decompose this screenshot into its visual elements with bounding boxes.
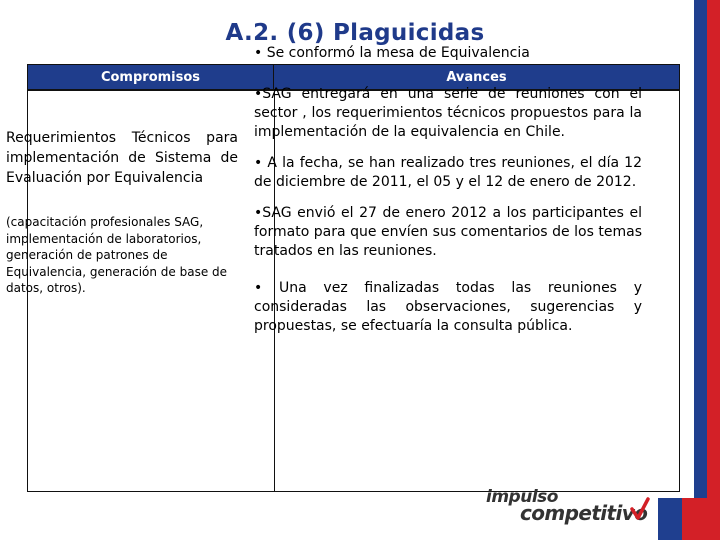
flag-corner xyxy=(650,498,720,540)
compromiso-main-text: Requerimientos Técnicos para implementación de Sistema de Evaluación por Equivalencia xyxy=(6,130,238,186)
avance-item: •SAG entregará en una serie de reuniones con el sector , los requerimientos técnicos propuestos para la implementación de la equivalencia en Chile. xyxy=(254,86,642,140)
compromiso-detail-text: (capacitación profesionales SAG, implementación de laboratorios, generación de patrones de Equivalencia, generación de base de datos, otros). xyxy=(6,215,228,295)
header-compromisos: Compromisos xyxy=(28,65,274,89)
avance-item: •SAG envió el 27 de enero 2012 a los participantes el formato para que envíen sus comentarios de los temas tratados en las reuniones. xyxy=(254,205,642,259)
avances-cell xyxy=(254,44,642,336)
checkmark-icon xyxy=(630,497,650,521)
logo-line-2: competitivo xyxy=(520,501,648,525)
logo-line-1: impulso xyxy=(486,487,558,507)
flag-stripes xyxy=(694,0,720,540)
header-avances: Avances xyxy=(274,65,679,89)
avance-item: • Una vez finalizadas todas las reuniones y consideradas las observaciones, sugerencias y propuestas, se efectuaría la consulta pública. xyxy=(254,280,642,334)
flag-red-stripe xyxy=(707,0,720,540)
page-title: A.2. (6) Plaguicidas xyxy=(225,20,485,46)
impulso-competitivo-logo xyxy=(482,487,652,531)
avance-item: • Se conformó la mesa de Equivalencia xyxy=(254,45,530,61)
compromisos-cell xyxy=(6,128,238,297)
flag-blue-stripe xyxy=(694,0,707,540)
avance-item: • A la fecha, se han realizado tres reuniones, el día 12 de diciembre de 2011, el 05 y el 12 de enero de 2012. xyxy=(254,155,642,190)
